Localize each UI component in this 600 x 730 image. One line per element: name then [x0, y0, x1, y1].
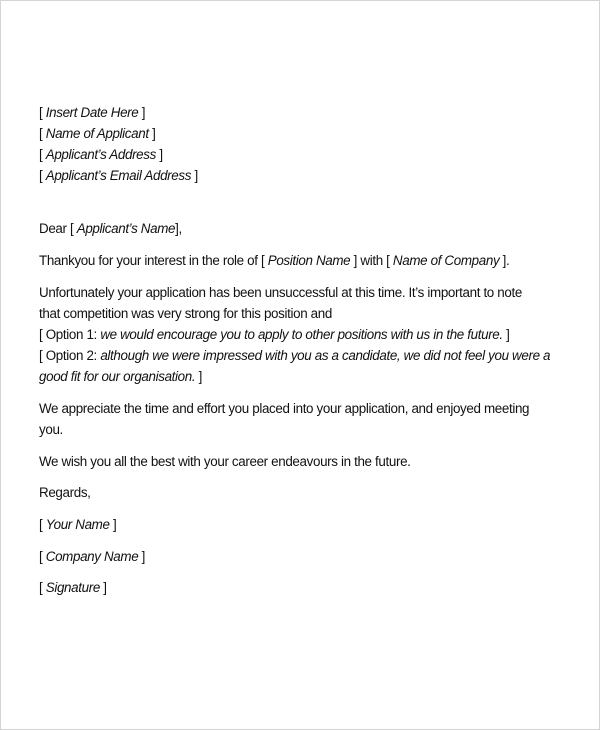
paragraph-interest — [39, 250, 509, 271]
applicant-email-placeholder: [ Applicant’s Email Address ] — [39, 168, 198, 183]
salutation-name: Applicant’s Name — [76, 221, 176, 236]
bracket: ] — [502, 327, 510, 342]
your-name-text: Your Name — [45, 517, 110, 532]
text-line: you. — [39, 422, 63, 437]
text: ] with [ — [350, 253, 393, 268]
your-name-placeholder: [ Your Name ] — [39, 517, 117, 532]
text: ]. — [499, 253, 510, 268]
closing: Regards, — [39, 485, 91, 500]
text-line: Unfortunately your application has been unsuccessful at this time. It’s important to note — [39, 285, 522, 300]
position-placeholder: Position Name — [267, 253, 351, 268]
option-2 — [39, 345, 550, 366]
salutation-prefix: Dear [ — [39, 221, 77, 236]
date-text: Insert Date Here — [45, 105, 139, 120]
salutation — [39, 218, 182, 239]
applicant-name-placeholder: [ Name of Applicant ] — [39, 126, 156, 141]
option-1 — [39, 324, 550, 345]
paragraph-outcome — [39, 282, 550, 387]
date-placeholder: [ Insert Date Here ] — [39, 105, 146, 120]
option-text: we would encourage you to apply to other positions with us in the future. — [100, 327, 503, 342]
text: Thankyou for your interest in the role of [ — [39, 253, 268, 268]
paragraph-appreciation — [39, 398, 529, 440]
option-text: although we were impressed with you as a candidate, we did not feel you were a — [100, 348, 551, 363]
company-name-text: Company Name — [45, 549, 139, 564]
bracket: ] — [195, 369, 202, 384]
company-placeholder: Name of Company — [392, 253, 500, 268]
applicant-address-placeholder: [ Applicant’s Address ] — [39, 147, 163, 162]
applicant-address-text: Applicant’s Address — [45, 147, 156, 162]
text-line: that competition was very strong for this position and — [39, 306, 332, 321]
paragraph-wishes: We wish you all the best with your career endeavours in the future. — [39, 454, 411, 469]
option-label: [ Option 2: — [39, 348, 101, 363]
recipient-block — [39, 102, 198, 186]
applicant-name-text: Name of Applicant — [45, 126, 149, 141]
salutation-suffix: ], — [175, 221, 182, 236]
option-label: [ Option 1: — [39, 327, 101, 342]
signature-placeholder: [ Signature ] — [39, 580, 107, 595]
option-text: good fit for our organisation. — [39, 369, 196, 384]
signature-text: Signature — [45, 580, 100, 595]
option-2-cont — [39, 366, 550, 387]
text-line: We appreciate the time and effort you placed into your application, and enjoyed meeting — [39, 401, 530, 416]
applicant-email-text: Applicant’s Email Address — [45, 168, 192, 183]
company-name-placeholder: [ Company Name ] — [39, 549, 146, 564]
